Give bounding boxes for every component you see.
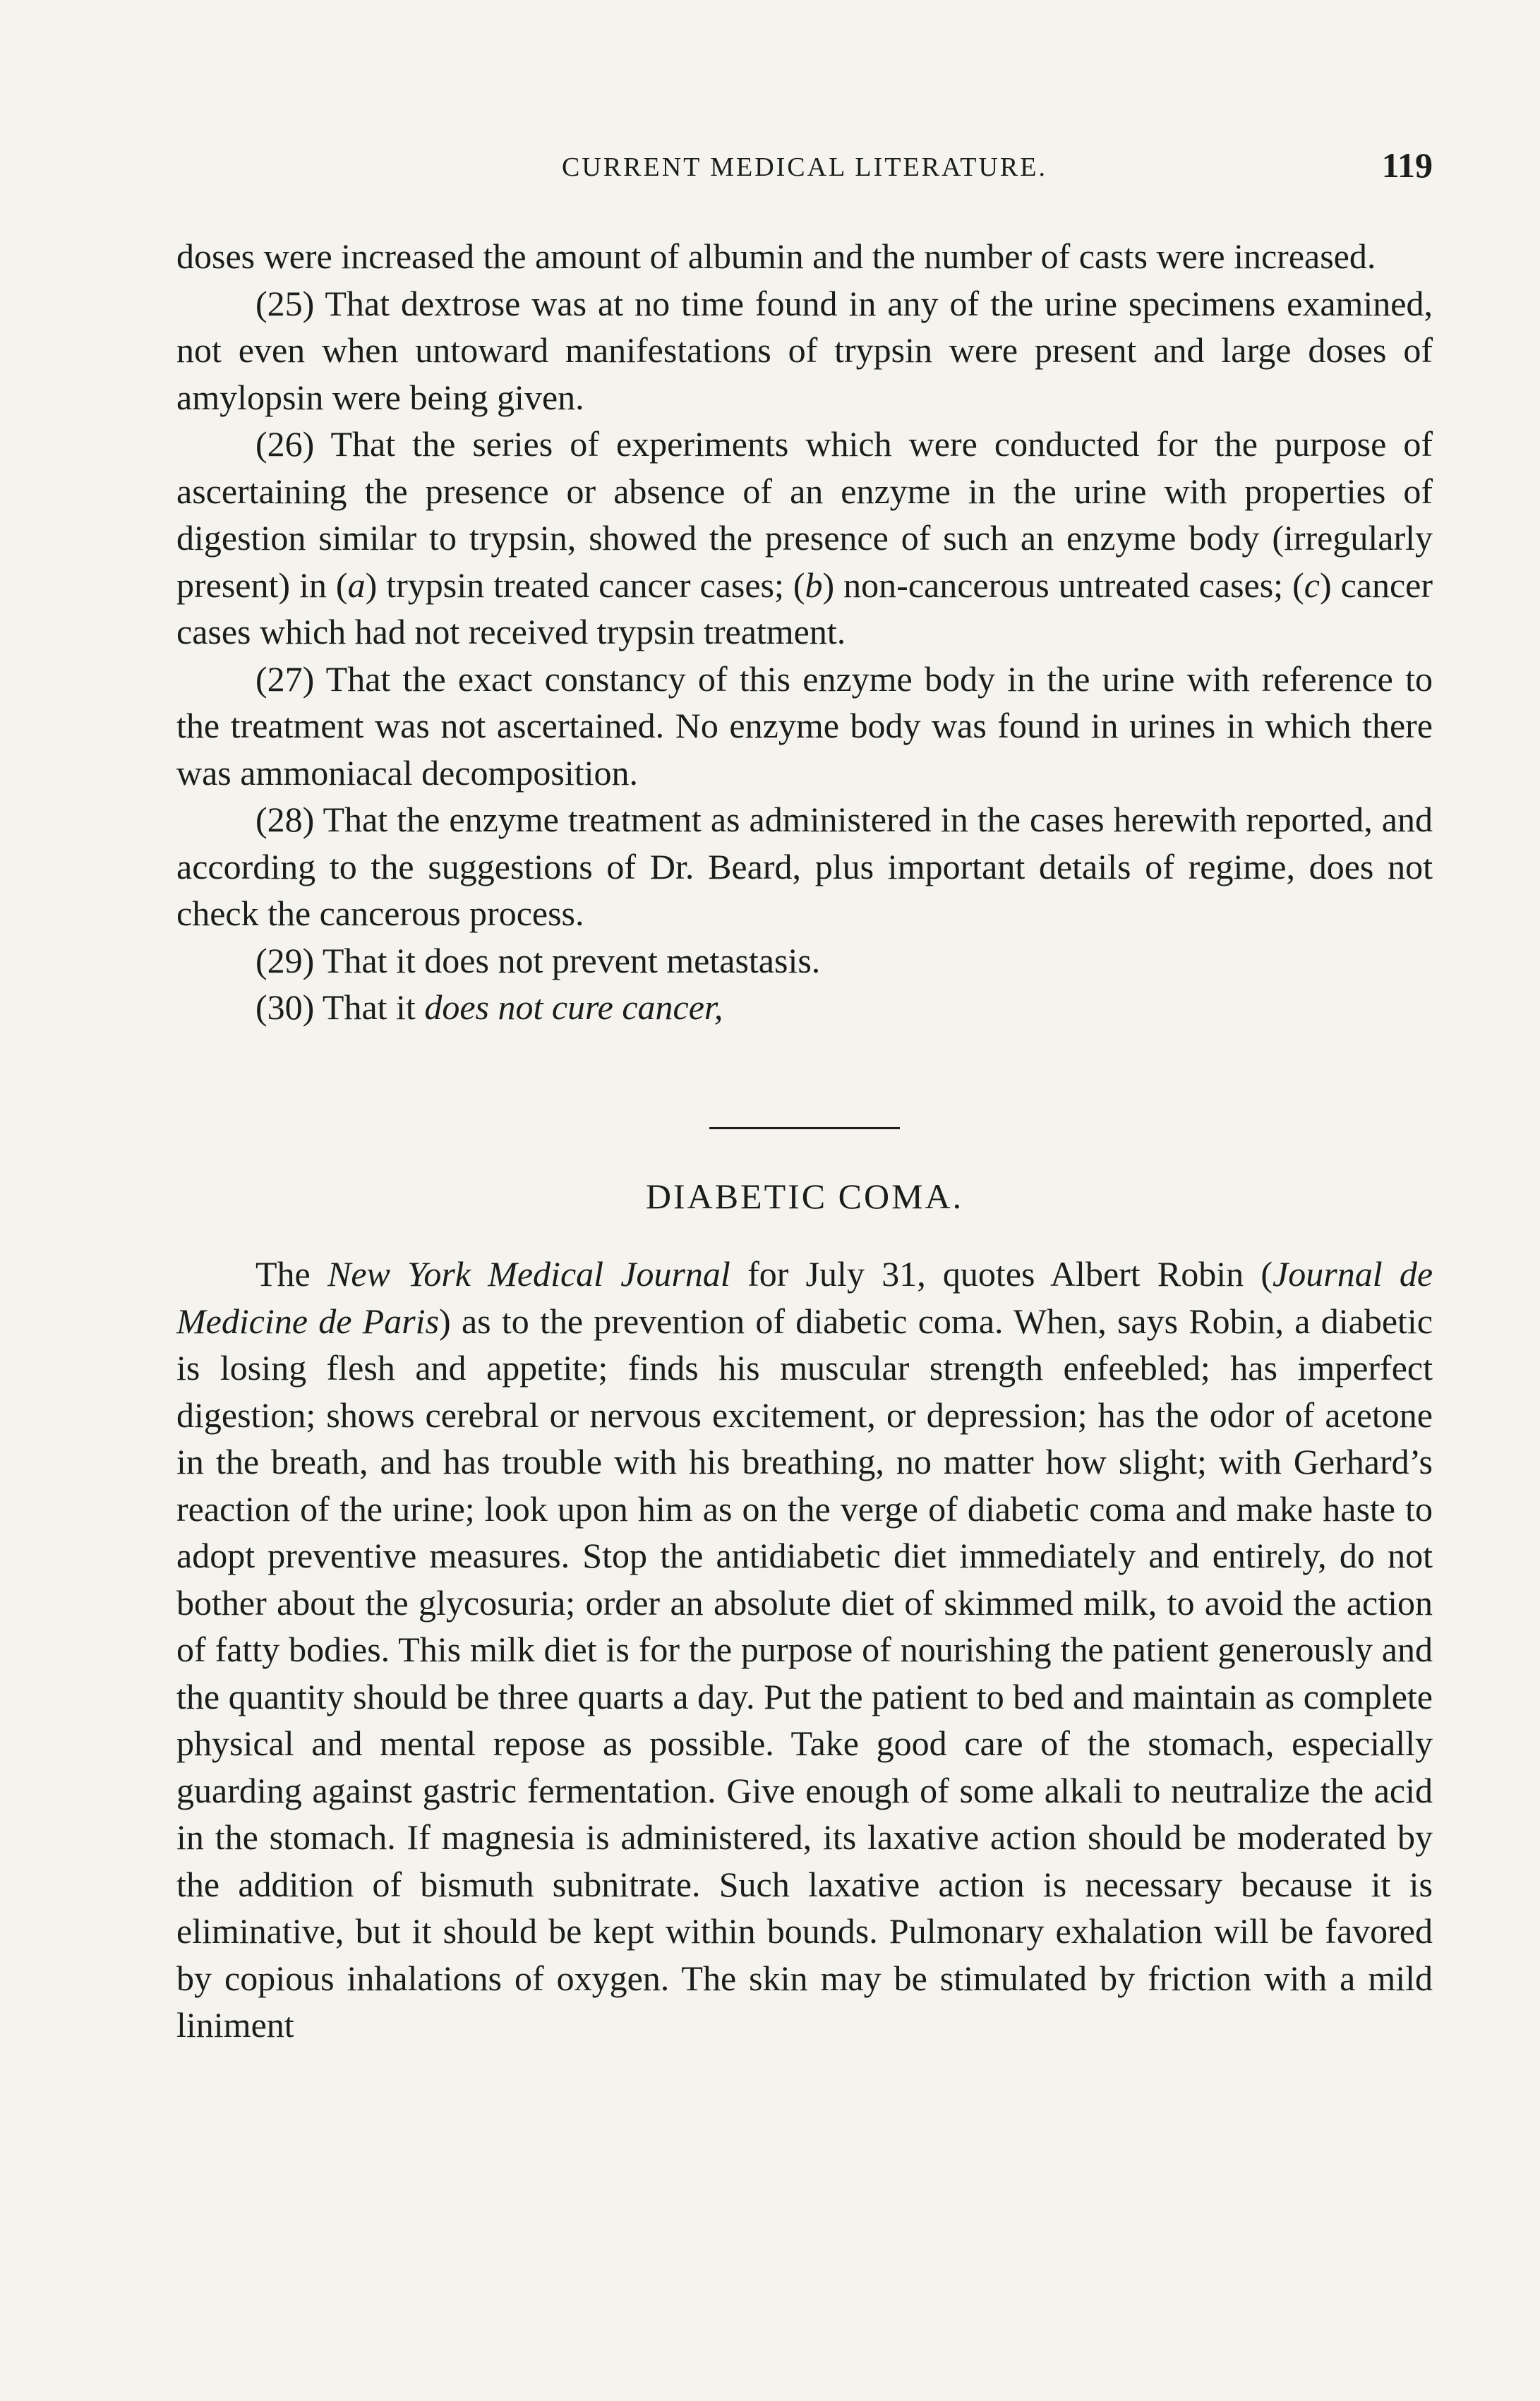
conclusion-26-text-3: ) non-cancerous untreated cases; ( xyxy=(822,565,1304,605)
paragraph-text-1: The xyxy=(255,1254,327,1294)
conclusion-26-text-1: (26) That the series of experiments which were conducted for the purpose of ascertaining the presence or absence of an enzyme in the urine with properties of digestion similar to trypsin, showed the presence of such an enzyme body (irregularly present) in ( xyxy=(176,424,1433,605)
diabetic-coma-paragraph xyxy=(176,1251,1433,2049)
conclusion-26-label-a: a xyxy=(347,565,366,605)
journal-name-1: New York Medical Journal xyxy=(327,1254,730,1294)
paragraph-text-2: for July 31, quotes Albert Robin ( xyxy=(730,1254,1273,1294)
section-divider xyxy=(709,1127,900,1129)
running-head: CURRENT MEDICAL LITERATURE. xyxy=(562,152,1047,182)
conclusion-26-label-c: c xyxy=(1304,565,1320,605)
page-header xyxy=(176,145,1433,194)
conclusion-26 xyxy=(176,421,1433,656)
conclusion-30-prefix: (30) That it xyxy=(255,987,425,1027)
conclusion-30 xyxy=(176,984,1433,1031)
section-title: DIABETIC COMA. xyxy=(645,1176,964,1216)
conclusion-25: (25) That dextrose was at no time found in any of the urine specimens examined, not even when untoward manifestations of trypsin were present and large doses of amylopsin were being given. xyxy=(176,283,1433,417)
conclusion-26-text-2: ) trypsin treated cancer cases; ( xyxy=(365,565,805,605)
conclusion-27: (27) That the exact constancy of this enzyme body in the urine with reference to the treatment was not ascertained. No enzyme body was found in urines in which there was ammoniacal decomposition. xyxy=(176,658,1433,793)
conclusion-26-text-4: ) cancer cases which had not received trypsin treatment. xyxy=(176,565,1433,651)
conclusion-29: (29) That it does not prevent metastasis. xyxy=(255,940,821,980)
paragraph-text-3: ) as to the prevention of diabetic coma. When, says Robin, a diabetic is losing flesh and appetite; finds his muscular strength enfeebled; has imperfect digestion; shows cerebral or nervous excitement, or depression; has the odor of acetone in the breath, and has trouble with his breathing, no matter how slight; with Gerhard’s reaction of the urine; look upon him as on the verge of diabetic coma and make haste to adopt preventive measures. Stop the antidiabetic diet immediately and entirely, do not bother about the glycosuria; order an absolute diet of skimmed milk, to avoid the action of fatty bodies. This milk diet is for the purpose of nourishing the patient generously and the quantity should be three quarts a day. Put the patient to bed and maintain as complete physical and mental repose as possible. Take good care of the stomach, especially guarding against gastric fermentation. Give enough of some alkali to neutralize the acid in the stomach. If magnesia is administered, its laxative action should be moderated by the addition of bismuth subnitrate. Such laxative action is necessary because it is eliminative, but it should be kept within bounds. Pulmonary exhalation will be favored by copious inhalations of oxygen. The skin may be stimulated by friction with a mild liniment xyxy=(176,1301,1433,2045)
page-number: 119 xyxy=(1381,145,1433,185)
conclusion-26-label-b: b xyxy=(805,565,823,605)
continuation-paragraph: doses were increased the amount of albumin and the number of casts were increased. xyxy=(176,236,1376,276)
conclusion-30-emphasis: does not cure cancer, xyxy=(424,987,723,1027)
body-text xyxy=(176,233,1433,2049)
journal-name-2: Journal de Medicine de Paris xyxy=(176,1254,1433,1341)
conclusion-28: (28) That the enzyme treatment as administered in the cases herewith reported, and according to the suggestions of Dr. Beard, plus important details of regime, does not check the cancerous process. xyxy=(176,800,1433,933)
